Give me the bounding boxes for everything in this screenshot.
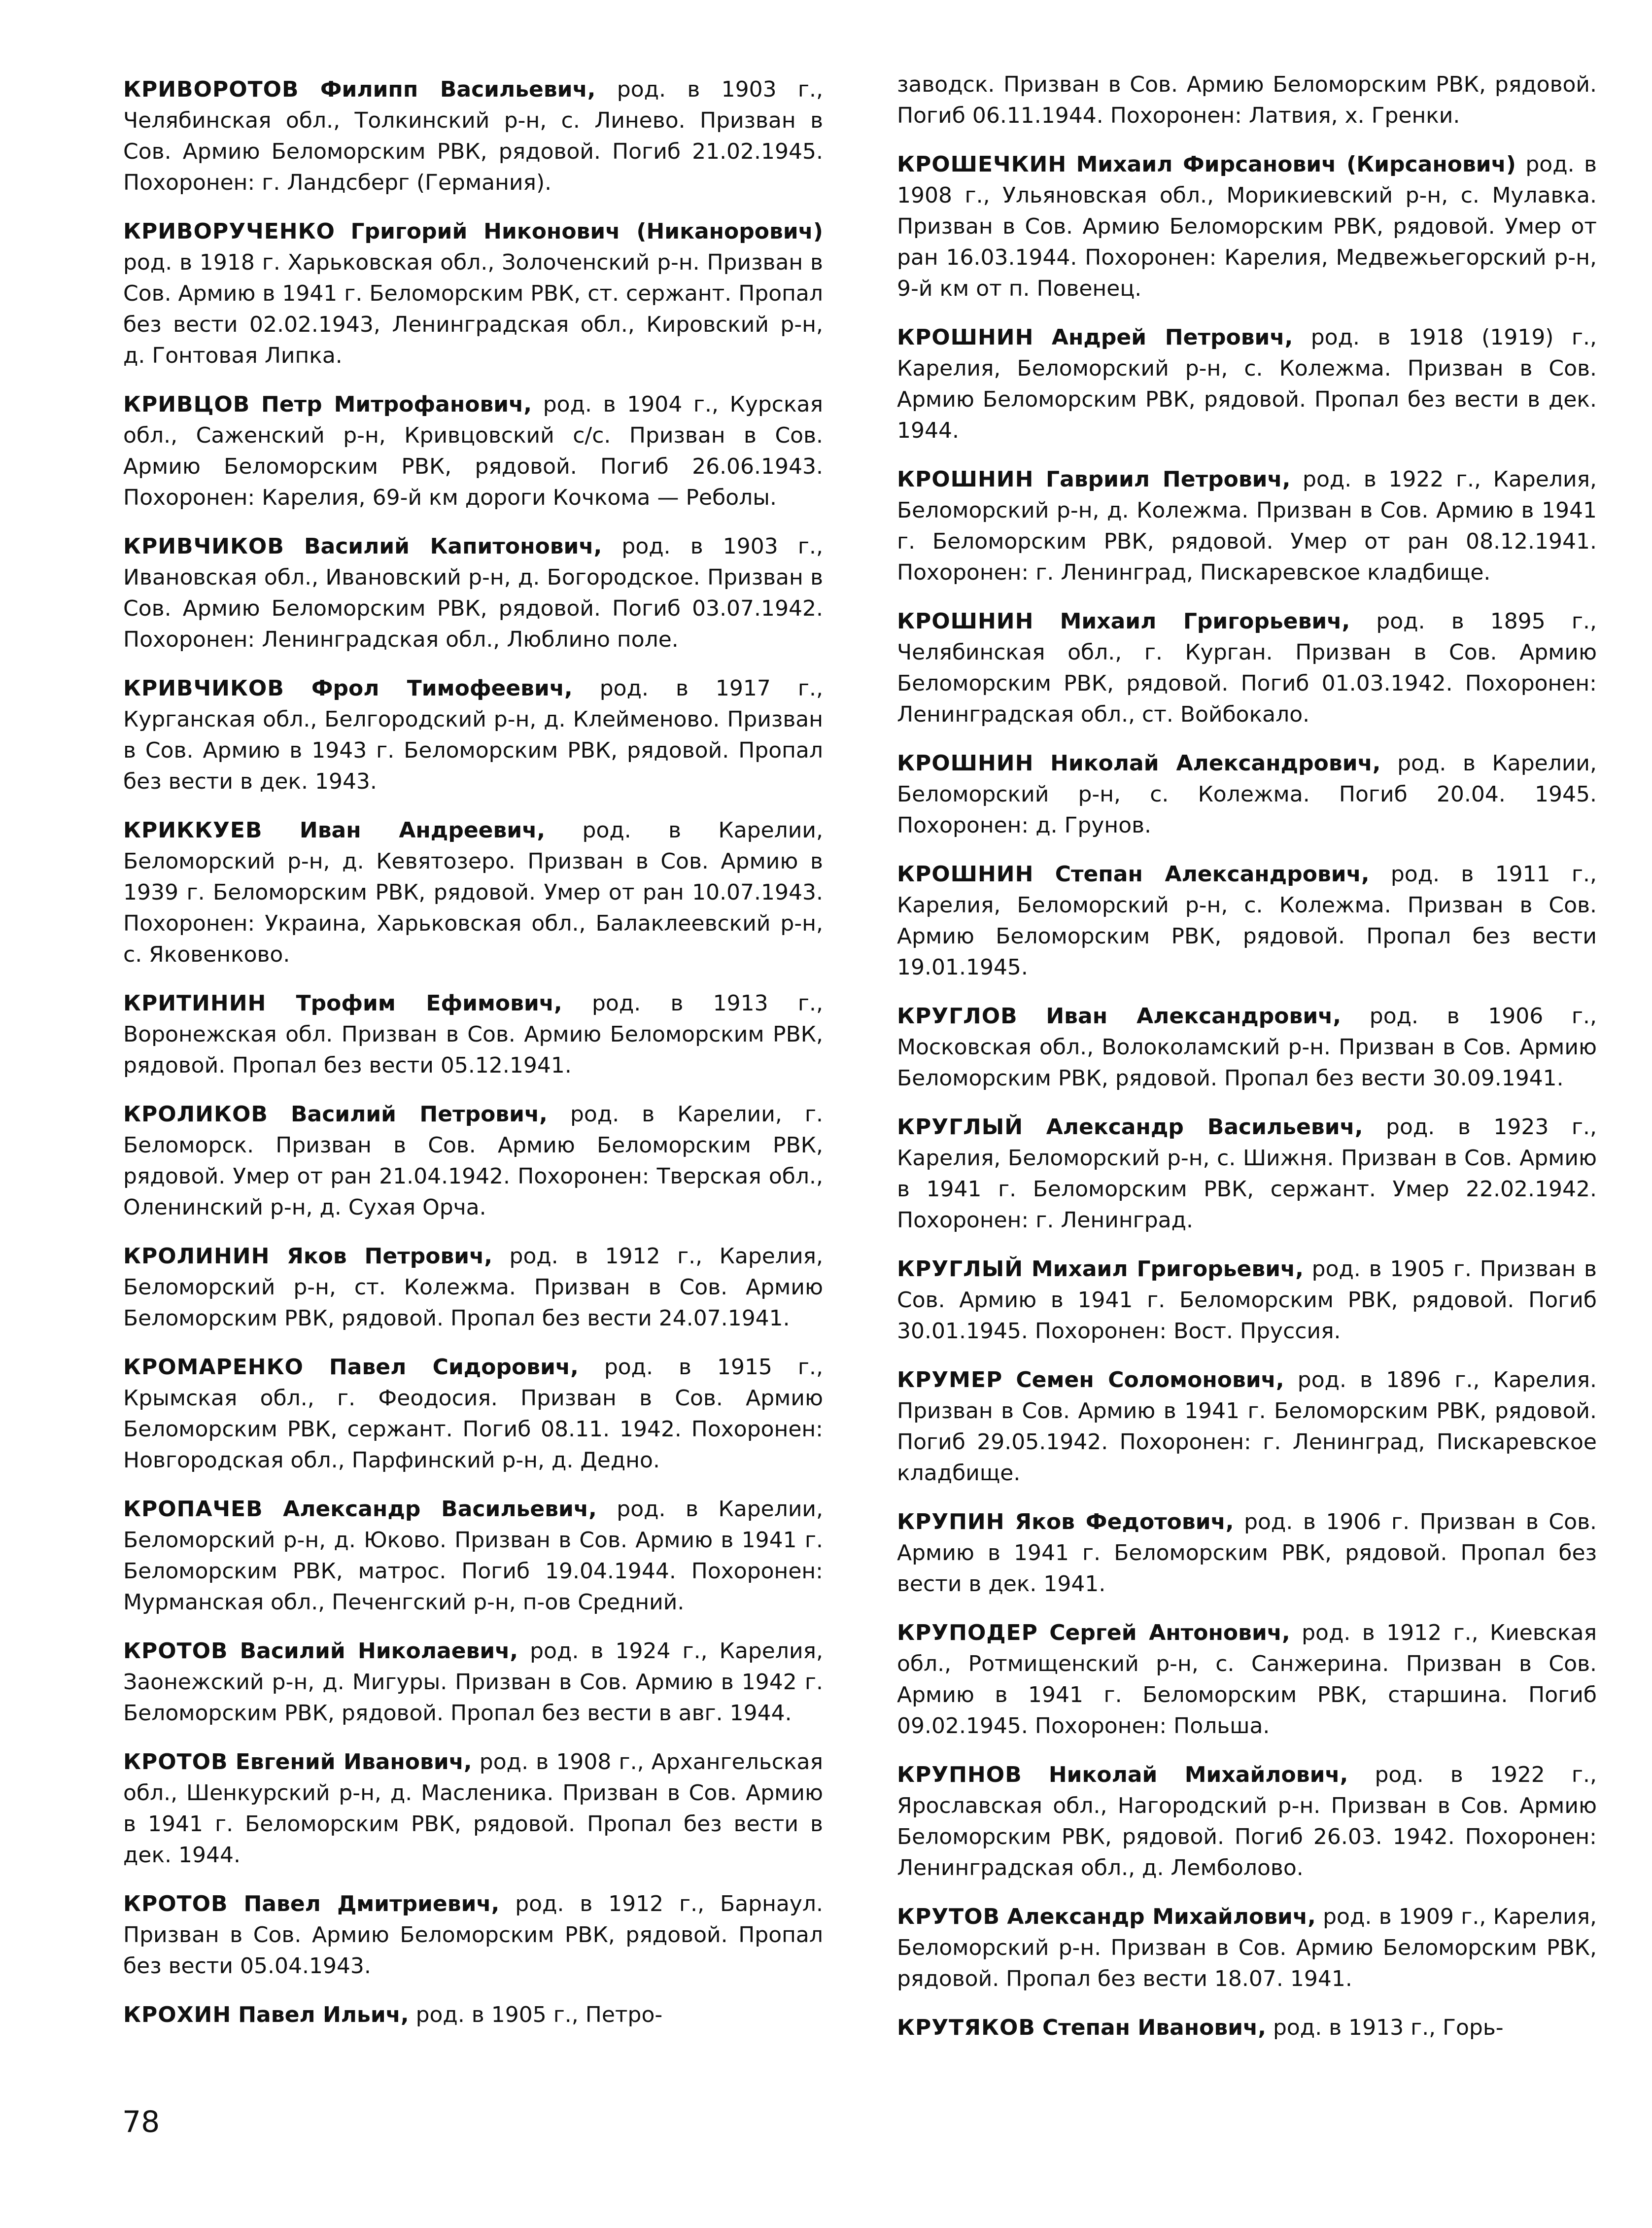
entry-text: род. в 1896 г., Карелия. Призван в Сов. Армию в 1941 г. Беломорским РВК, рядовой. Погиб 29.05.1942. Похоронен: г. Ленинград, Пискаревское кладбище. (897, 1367, 1597, 1486)
entry-surname: КРОШЕЧКИН (897, 152, 1067, 177)
entry (123, 1746, 823, 1871)
entry-surname: КРОЛИНИН (123, 1244, 270, 1269)
entry-name: Николай Александрович, (1050, 751, 1381, 776)
entry-text: род. в 1911 г., Карелия, Беломорский р-н, с. Колежма. Призван в Сов. Армию Беломорским РВК, рядовой. Пропал без вести 19.01.1945. (897, 862, 1597, 980)
entry-text: род. в 1915 г., Крымская обл., г. Феодосия. Призван в Сов. Армию Беломорским РВК, сержант. Погиб 08.11. 1942. Похоронен: Новгородская обл., Парфинский р-н, д. Дедно. (123, 1355, 823, 1473)
entry-surname: КРУГЛЫЙ (897, 1256, 1024, 1282)
entry-name: Яков Федотович, (1015, 1509, 1234, 1534)
entry-text: род. в 1912 г., Киевская обл., Ротмищенский р-н, с. Санжерина. Призван в Сов. Армию в 1941 г. Беломорским РВК, старшина. Погиб 09.02.1945. Похоронен: Польша. (897, 1620, 1597, 1739)
entry-name: Евгений Иванович, (235, 1749, 472, 1775)
entry-name: Александр Васильевич, (1046, 1114, 1363, 1140)
entry-text: род. в Карелии, Беломорский р-н, д. Юково. Призван в Сов. Армию в 1941 г. Беломорским РВК, матрос. Погиб 19.04.1944. Похоронен: Мурманская обл., Печенгский р-н, п-ов Средний. (123, 1497, 823, 1615)
entry-text: род. в 1924 г., Карелия, Заонежский р-н, д. Мигуры. Призван в Сов. Армию в 1942 г. Беломорским РВК, рядовой. Пропал без вести в авг. 1944. (123, 1638, 823, 1726)
entry-text: род. в 1903 г., Челябинская обл., Толкинский р-н, с. Линево. Призван в Сов. Армию Беломорским РВК, рядовой. Погиб 21.02.1945. Похоронен: г. Ландсберг (Германия). (123, 77, 823, 195)
entry-text: род. в 1904 г., Курская обл., Саженский р-н, Кривцовский с/с. Призван в Сов. Армию Беломорским РВК, рядовой. Погиб 26.06.1943. Похоронен: Карелия, 69-й км дороги Кочкома — Реболы. (123, 392, 823, 510)
left-column (123, 74, 823, 2048)
entry-text: род. в 1918 (1919) г., Карелия, Беломорский р-н, с. Колежма. Призван в Сов. Армию Беломорским РВК, рядовой. Пропал без вести в дек. 1944. (897, 325, 1597, 443)
entry (123, 988, 823, 1081)
entry-text: род. в 1903 г., Ивановская обл., Ивановский р-н, д. Богородское. Призван в Сов. Армию Беломорским РВК, рядовой. Погиб 03.07.1942. Похоронен: Ленинградская обл., Люблино поле. (123, 534, 823, 652)
entry-surname: КРОХИН (123, 2002, 232, 2027)
entry-surname: КРУПИН (897, 1509, 1005, 1534)
entry (897, 606, 1597, 730)
entry-surname: КРУМЕР (897, 1367, 1003, 1392)
entry (123, 815, 823, 970)
entry-text: род. в Карелии, Беломорский р-н, с. Колежма. Погиб 20.04. 1945. Похоронен: д. Грунов. (897, 751, 1597, 838)
entry-name: Павел Ильич, (238, 2002, 409, 2027)
entry-surname: КРОШНИН (897, 325, 1034, 350)
entry-text: род. в 1906 г. Призван в Сов. Армию в 1941 г. Беломорским РВК, рядовой. Пропал без вести в дек. 1941. (897, 1509, 1597, 1597)
entry-name: Павел Дмитриевич, (243, 1891, 500, 1916)
entry-text: род. в 1918 г. Харьковская обл., Золоченский р-н. Призван в Сов. Армию в 1941 г. Беломорским РВК, ст. сержант. Пропал без вести 02.02.1943, Ленинградская обл., Кировский р-н, д. Гонтовая Липка. (123, 250, 823, 368)
entry-name: Григорий Никонович (Никанорович) (350, 219, 823, 244)
entry-surname: КРИВОРУЧЕНКО (123, 219, 335, 244)
entry-text: род. в 1923 г., Карелия, Беломорский р-н, с. Шижня. Призван в Сов. Армию в 1941 г. Беломорским РВК, сержант. Умер 22.02.1942. Похоронен: г. Ленинград. (897, 1114, 1597, 1233)
entry (123, 74, 823, 198)
entry (897, 1364, 1597, 1489)
entry-name: Василий Петрович, (290, 1102, 548, 1127)
entry (123, 531, 823, 655)
entry (123, 1099, 823, 1223)
entry-text: род. в 1917 г., Курганская обл., Белгородский р-н, д. Клейменово. Призван в Сов. Армию в 1943 г. Беломорским РВК, рядовой. Пропал без вести в дек. 1943. (123, 676, 823, 794)
entry (123, 673, 823, 797)
entry-surname: КРОМАРЕНКО (123, 1355, 304, 1380)
entry-name: Иван Александрович, (1046, 1004, 1342, 1029)
entry-text: род. в 1912 г., Карелия, Беломорский р-н, ст. Колежма. Призван в Сов. Армию Беломорским РВК, рядовой. Пропал без вести 24.07.1941. (123, 1244, 823, 1331)
entry-surname: КРОТОВ (123, 1749, 228, 1775)
entry (123, 1888, 823, 1982)
entry-text: род. в 1909 г., Карелия, Беломорский р-н. Призван в Сов. Армию Беломорским РВК, рядовой. Пропал без вести 18.07. 1941. (897, 1904, 1597, 1991)
entry-text: род. в 1895 г., Челябинская обл., г. Курган. Призван в Сов. Армию Беломорским РВК, рядовой. Погиб 01.03.1942. Похоронен: Ленинградская обл., ст. Войбокало. (897, 609, 1597, 727)
entry-surname: КРОШНИН (897, 751, 1034, 776)
entry-text: род. в 1908 г., Архангельская обл., Шенкурский р-н, д. Масленика. Призван в Сов. Армию в 1941 г. Беломорским РВК, рядовой. Пропал без вести в дек. 1944. (123, 1749, 823, 1868)
entry-name: Михаил Фирсанович (Кирсанович) (1076, 152, 1516, 177)
entry (897, 464, 1597, 588)
entry (123, 1352, 823, 1476)
entry-text: род. в 1906 г., Московская обл., Волоколамский р-н. Призван в Сов. Армию Беломорским РВК, рядовой. Пропал без вести 30.09.1941. (897, 1004, 1597, 1091)
entry (897, 1759, 1597, 1883)
entry-surname: КРУГЛОВ (897, 1004, 1018, 1029)
entry-name: Фрол Тимофеевич, (311, 676, 573, 701)
entry-name: Василий Капитонович, (304, 534, 602, 559)
entry (897, 1506, 1597, 1600)
entry-surname: КРУТОВ (897, 1904, 1000, 1929)
entry-name: Николай Михайлович, (1048, 1762, 1348, 1787)
entry-name: Андрей Петрович, (1051, 325, 1293, 350)
entry-name: Александр Михайлович, (1007, 1904, 1316, 1929)
entry (897, 1112, 1597, 1236)
entry-surname: КРОЛИКОВ (123, 1102, 268, 1127)
entry-name: Гавриил Петрович, (1046, 467, 1291, 492)
entry (897, 1901, 1597, 1994)
entry-surname: КРОШНИН (897, 467, 1034, 492)
entry (897, 322, 1597, 446)
right-column (897, 69, 1597, 2061)
entry-surname: КРОТОВ (123, 1891, 228, 1916)
entry-name: Степан Александрович, (1055, 862, 1370, 887)
entry-surname: КРУПОДЕР (897, 1620, 1038, 1645)
entry-name: Михаил Григорьевич, (1031, 1256, 1304, 1282)
entry (897, 1001, 1597, 1094)
entry-name: Трофим Ефимович, (296, 991, 562, 1016)
entry (897, 748, 1597, 841)
entry-name: Степан Иванович, (1042, 2015, 1266, 2040)
entry-surname: КРИВОРОТОВ (123, 77, 299, 102)
entry-text: род. в 1922 г., Карелия, Беломорский р-н, д. Колежма. Призван в Сов. Армию в 1941 г. Беломорским РВК, рядовой. Умер от ран 08.12.1941. Похоронен: г. Ленинград, Пискаревское кладбище. (897, 467, 1597, 585)
entry (123, 389, 823, 513)
entry (123, 1636, 823, 1729)
entry-text: род. в 1913 г., Воронежская обл. Призван в Сов. Армию Беломорским РВК, рядовой. Пропал без вести 05.12.1941. (123, 991, 823, 1078)
entry-name: Иван Андреевич, (299, 818, 546, 843)
entry (897, 1617, 1597, 1741)
entry-name: Петр Митрофанович, (261, 392, 532, 417)
entry-name: Александр Васильевич, (283, 1497, 597, 1522)
entry-text: род. в 1913 г., Горь- (1266, 2015, 1504, 2040)
entry-name: Василий Николаевич, (240, 1638, 518, 1664)
entry-surname: КРИККУЕВ (123, 818, 263, 843)
entry-text: род. в 1912 г., Барнаул. Призван в Сов. Армию Беломорским РВК, рядовой. Пропал без вести 05.04.1943. (123, 1891, 823, 1979)
entry-name: Филипп Васильевич, (320, 77, 596, 102)
entry-surname: КРУГЛЫЙ (897, 1114, 1024, 1140)
entry-name: Семен Соломонович, (1016, 1367, 1284, 1392)
entry-surname: КРИВЧИКОВ (123, 534, 284, 559)
entry-name: Яков Петрович, (286, 1244, 493, 1269)
entry-surname: КРОТОВ (123, 1638, 228, 1664)
entry-text: род. в Карелии, г. Беломорск. Призван в Сов. Армию Беломорским РВК, рядовой. Умер от ран 21.04.1942. Похоронен: Тверская обл., Оленинский р-н, д. Сухая Орча. (123, 1102, 823, 1220)
entry-name: Михаил Григорьевич, (1060, 609, 1350, 634)
entry-surname: КРИВЦОВ (123, 392, 250, 417)
entry (897, 859, 1597, 983)
entry-surname: КРУПНОВ (897, 1762, 1022, 1787)
entry-name: Сергей Антонович, (1049, 1620, 1290, 1645)
entry (123, 1494, 823, 1618)
entry-surname: КРОШНИН (897, 609, 1034, 634)
entry (123, 1999, 823, 2030)
entry-text: род. в Карелии, Беломорский р-н, д. Кевятозеро. Призван в Сов. Армию в 1939 г. Беломорским РВК, рядовой. Умер от ран 10.07.1943. Похоронен: Украина, Харьковская обл., Балаклеевский р-н, с. Яковенково. (123, 818, 823, 967)
entry-text: род. в 1922 г., Ярославская обл., Нагородский р-н. Призван в Сов. Армию Беломорским РВК, рядовой. Погиб 26.03. 1942. Похоронен: Ленинградская обл., д. Лемболово. (897, 1762, 1597, 1880)
entry (897, 149, 1597, 304)
entry-surname: КРУТЯКОВ (897, 2015, 1035, 2040)
entry-surname: КРОШНИН (897, 862, 1034, 887)
entry (897, 1253, 1597, 1347)
entry-text: род. в 1908 г., Ульяновская обл., Морикиевский р-н, с. Мулавка. Призван в Сов. Армию Беломорским РВК, рядовой. Умер от ран 16.03.1944. Похоронен: Карелия, Медвежьегорский р-н, 9-й км от п. Повенец. (897, 152, 1597, 301)
page-number: 78 (122, 2105, 160, 2139)
entry-surname: КРИВЧИКОВ (123, 676, 284, 701)
entry-surname: КРОПАЧЕВ (123, 1497, 263, 1522)
entry-surname: КРИТИНИН (123, 991, 267, 1016)
entry (123, 216, 823, 371)
entry (897, 2012, 1597, 2043)
entry-name: Павел Сидорович, (329, 1355, 579, 1380)
entry-text: род. в 1905 г., Петро- (409, 2002, 663, 2027)
entry-continuation: заводск. Призван в Сов. Армию Беломорским РВК, рядовой. Погиб 06.11.1944. Похоронен: Латвия, х. Гренки. (897, 72, 1597, 128)
entry-text: род. в 1905 г. Призван в Сов. Армию в 1941 г. Беломорским РВК, рядовой. Погиб 30.01.1945. Похоронен: Вост. Пруссия. (897, 1256, 1597, 1344)
entry (123, 1241, 823, 1334)
